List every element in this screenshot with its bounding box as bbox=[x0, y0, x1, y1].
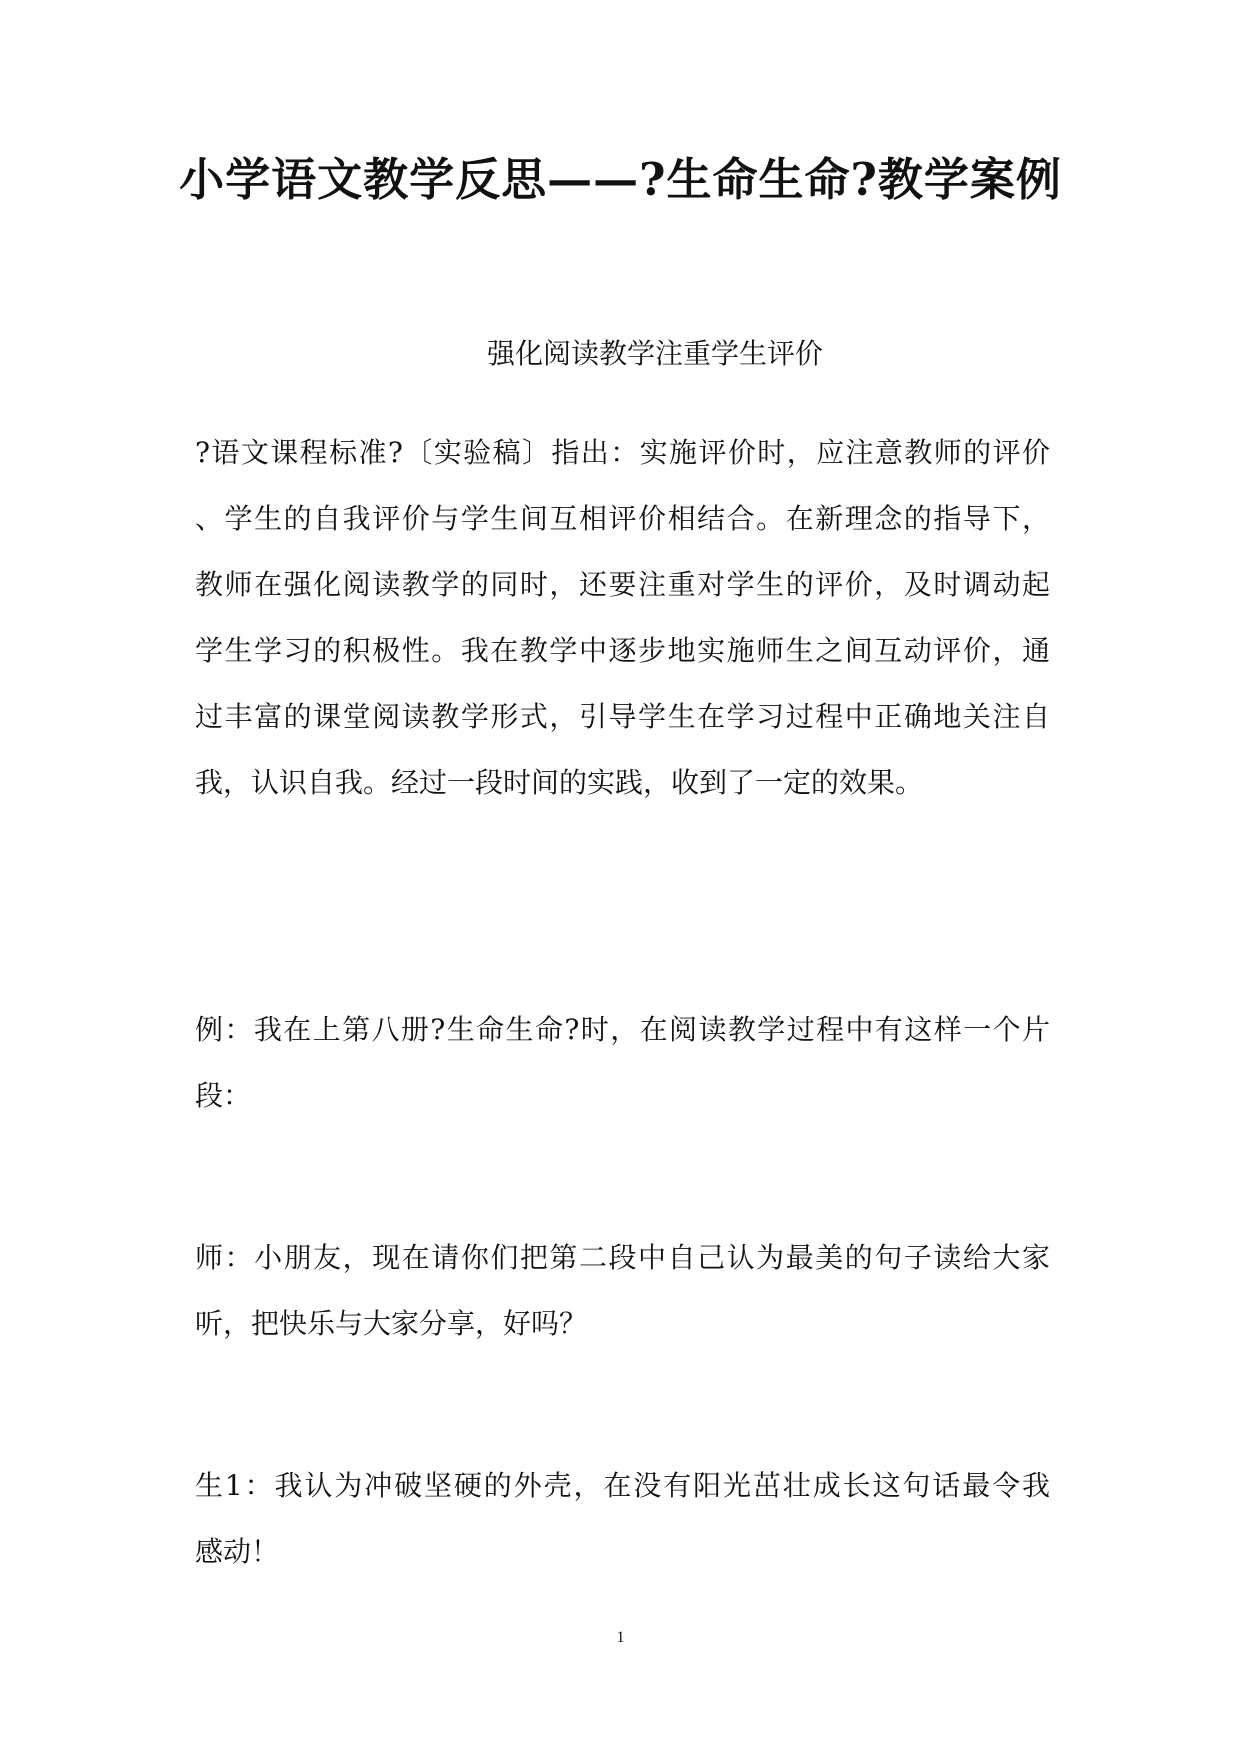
document-subtitle: 强化阅读教学注重学生评价 bbox=[486, 337, 823, 370]
paragraph-line: 感动！ bbox=[195, 1535, 280, 1568]
paragraph-line: 生1：我认为冲破坚硬的外壳，在没有阳光茁壮成长这句话最令我 bbox=[195, 1469, 1050, 1502]
paragraph-line: 听，把快乐与大家分享，好吗？ bbox=[195, 1307, 588, 1340]
paragraph-line: 师：小朋友，现在请你们把第二段中自己认为最美的句子读给大家 bbox=[195, 1241, 1050, 1274]
paragraph-line: 过丰富的课堂阅读教学形式，引导学生在学习过程中正确地关注自 bbox=[195, 700, 1050, 733]
page-number: 1 bbox=[616, 1629, 625, 1646]
paragraph-line: ?语文课程标准?〔实验稿〕指出：实施评价时，应注意教师的评价 bbox=[195, 436, 1050, 469]
paragraph-line: 我，认识自我。经过一段时间的实践，收到了一定的效果。 bbox=[195, 766, 924, 799]
document-title: 小学语文教学反思——?生命生命?教学案例 bbox=[179, 153, 1062, 206]
paragraph-line: 例：我在上第八册?生命生命?时，在阅读教学过程中有这样一个片 bbox=[195, 1013, 1050, 1046]
paragraph-line: 、学生的自我评价与学生间互相评价相结合。在新理念的指导下， bbox=[195, 502, 1050, 535]
paragraph-line: 教师在强化阅读教学的同时，还要注重对学生的评价，及时调动起 bbox=[195, 568, 1050, 601]
paragraph-line: 段： bbox=[195, 1079, 252, 1112]
paragraph-line: 学生学习的积极性。我在教学中逐步地实施师生之间互动评价，通 bbox=[195, 634, 1050, 667]
